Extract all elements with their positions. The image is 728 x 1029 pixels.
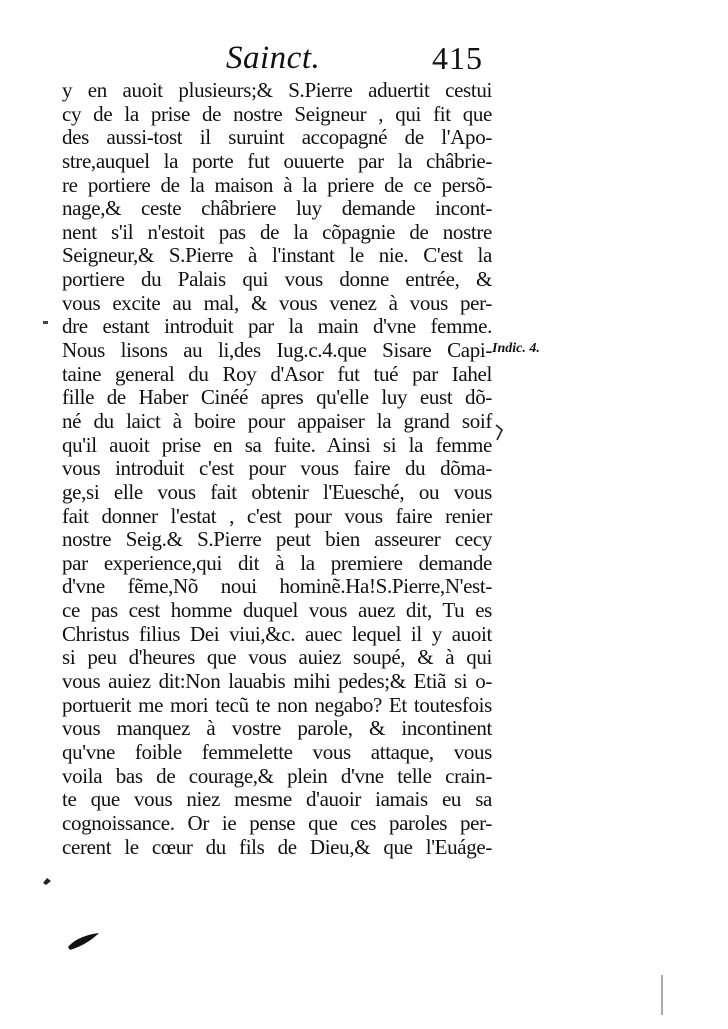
text-line: stre,auquel la porte fut ouuerte par la châbrie- — [62, 148, 492, 173]
text-line: cerent le cœur du fils de Dieu,& que l'Euáge- — [62, 834, 492, 859]
text-line: vous auiez dit:Non lauabis mihi pedes;& Etiã si o- — [62, 669, 492, 694]
margin-speck-mark — [42, 320, 50, 326]
margin-note: Indic. 4. — [492, 341, 540, 356]
text-line: fille de Haber Cinéé apres qu'elle luy eust dõ- — [62, 385, 492, 410]
text-line: d'vne fẽme,Nõ noui hominẽ.Ha!S.Pierre,N'est- — [62, 574, 492, 599]
text-line: nent s'il n'estoit pas de la cõpagnie de nostre — [62, 219, 492, 244]
gutter-line-mark — [660, 975, 664, 1015]
running-head: Sainct. — [226, 40, 321, 76]
text-line: ge,si elle vous fait obtenir l'Euesché, ou vous — [62, 479, 492, 504]
text-line: qu'vne foible femmelette vous attaque, vous — [62, 739, 492, 764]
ink-blot-mark — [66, 930, 102, 952]
text-line: portuerit me mori tecũ te non negabo? Et toutesfois — [62, 692, 492, 717]
text-line: te que vous niez mesme d'auoir iamais eu sa — [62, 787, 492, 812]
text-line: né du laict à boire pour appaiser la grand soif — [62, 408, 492, 433]
text-line: portiere du Palais qui vous donne entrée, & — [62, 267, 492, 292]
text-line: nage,& ceste châbriere luy demande incont- — [62, 196, 492, 221]
ink-speck-mark — [40, 874, 54, 888]
text-line: voila bas de courage,& plein d'vne telle crain- — [62, 763, 492, 788]
text-line: vous manquez à vostre parole, & incontinent — [62, 716, 492, 741]
text-line: cy de la prise de nostre Seigneur , qui fit que — [62, 101, 492, 126]
text-line: Nous lisons au li,des Iug.c.4.que Sisare Capi- — [62, 338, 492, 363]
text-line: qu'il auoit prise en sa fuite. Ainsi si la femme — [62, 432, 492, 457]
body-text — [62, 79, 492, 859]
text-line: par experience,qui dit à la premiere demande — [62, 550, 492, 575]
text-line: re portiere de la maison à la priere de ce persõ- — [62, 172, 492, 197]
page-number: 415 — [432, 40, 483, 76]
text-line: ce pas cest homme duquel vous auez dit, Tu es — [62, 598, 492, 623]
text-line: des aussi-tost il suruint accopagné de l'Apo- — [62, 125, 492, 150]
text-line: taine general du Roy d'Asor fut tué par Iahel — [62, 361, 492, 386]
text-line: nostre Seig.& S.Pierre peut bien asseurer cecy — [62, 527, 492, 552]
text-line: fait donner l'estat , c'est pour vous faire renier — [62, 503, 492, 528]
text-line: Seigneur,& S.Pierre à l'instant le nie. C'est la — [62, 243, 492, 268]
page-header — [0, 20, 728, 74]
text-line: cognoissance. Or ie pense que ces paroles per- — [62, 810, 492, 835]
margin-speck-mark — [494, 424, 504, 442]
text-line: vous excite au mal, & vous venez à vous per- — [62, 290, 492, 315]
text-line: vous introduit c'est pour vous faire du dõma- — [62, 456, 492, 481]
text-line: dre estant introduit par la main d'vne femme. — [62, 314, 492, 339]
text-line: y en auoit plusieurs;& S.Pierre aduertit cestui — [62, 78, 492, 102]
text-line: si peu d'heures que vous auiez soupé, & à qui — [62, 645, 492, 670]
text-line: Christus filius Dei viui,&c. auec lequel il y auoit — [62, 621, 492, 646]
